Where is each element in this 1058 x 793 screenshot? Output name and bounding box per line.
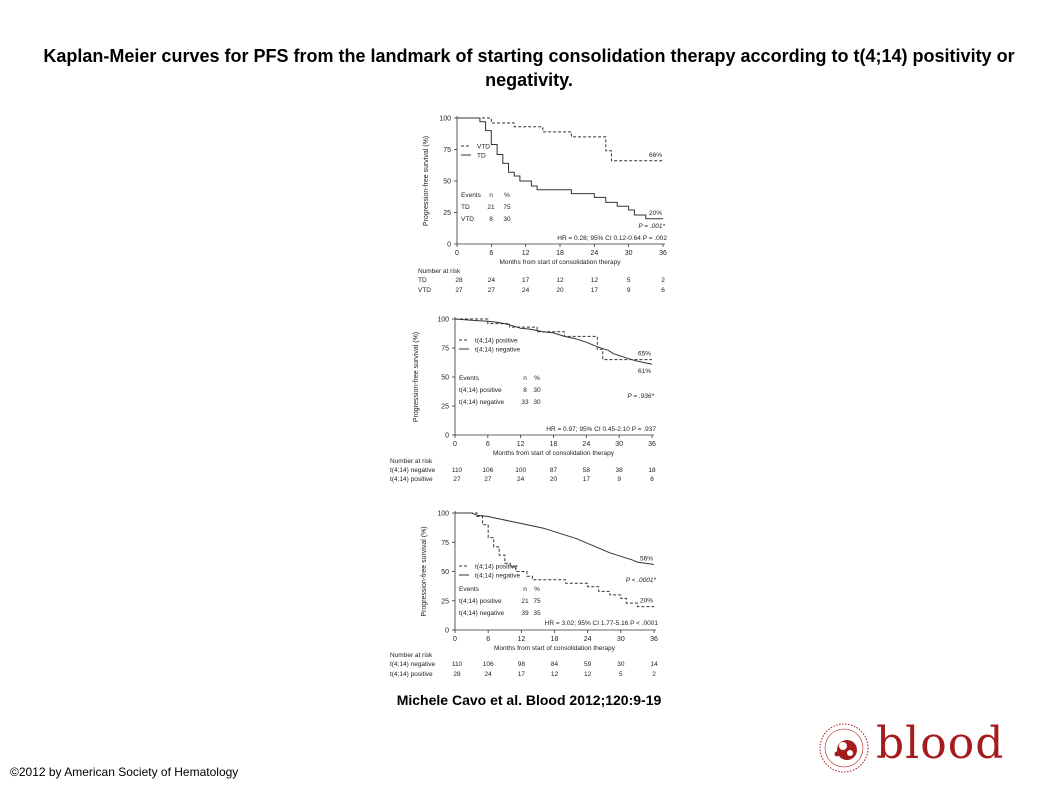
events-header: Events [459, 375, 479, 382]
y-tick-label: 50 [441, 374, 449, 382]
events-header: Events [461, 192, 481, 199]
risk-value: 28 [453, 671, 461, 678]
events-row-label: TD [461, 204, 470, 211]
x-tick-label: 24 [582, 441, 591, 448]
y-tick-label: 0 [445, 432, 449, 440]
logo-wordmark: blood [876, 718, 1005, 769]
y-tick-label: 75 [443, 147, 451, 154]
end-percentage-label: 20% [639, 597, 653, 605]
risk-value: 17 [590, 287, 598, 294]
events-row-pct: 30 [533, 387, 541, 394]
x-tick-label: 12 [517, 636, 526, 643]
risk-row-label: t(4;14) positive [390, 671, 433, 678]
x-tick-label: 12 [521, 250, 530, 257]
risk-value: 28 [455, 277, 463, 284]
risk-value: 12 [590, 277, 598, 284]
risk-value: 38 [615, 467, 623, 474]
p-value-annotation: P = .936* [627, 393, 654, 400]
risk-row-label: t(4;14) negative [390, 661, 436, 668]
events-row-n: 33 [521, 399, 529, 406]
events-row-n: 21 [487, 204, 495, 211]
events-row-pct: 30 [503, 216, 511, 223]
ash-seal-icon [820, 724, 868, 772]
x-tick-label: 30 [624, 250, 633, 257]
km-curve-dashed [455, 513, 654, 607]
events-header: % [534, 586, 540, 593]
risk-table-title: Number at risk [390, 458, 433, 465]
km-curve-solid [455, 513, 654, 565]
x-tick-label: 0 [453, 441, 457, 448]
citation: Michele Cavo et al. Blood 2012;120:9-19 [396, 692, 662, 708]
risk-value: 24 [517, 476, 525, 483]
x-tick-label: 30 [616, 636, 625, 643]
risk-value: 30 [617, 661, 625, 668]
hr-annotation: HR = 3.02; 95% CI 1.77-5.16 P < .0001 [544, 620, 658, 627]
end-percentage-label: 20% [648, 209, 662, 217]
risk-row-label: t(4;14) positive [390, 476, 433, 483]
y-tick-label: 25 [441, 403, 449, 411]
end-percentage-label: 66% [648, 151, 662, 159]
risk-value: 27 [455, 287, 463, 294]
risk-value: 6 [661, 287, 665, 294]
risk-value: 20 [556, 287, 564, 294]
risk-value: 17 [517, 671, 525, 678]
risk-value: 12 [556, 277, 564, 284]
risk-value: 106 [482, 467, 494, 474]
risk-value: 5 [619, 671, 623, 678]
p-value-annotation: P = .001* [638, 223, 665, 230]
x-tick-label: 12 [516, 441, 525, 448]
x-tick-label: 18 [549, 441, 558, 448]
x-tick-label: 24 [583, 636, 592, 643]
risk-value: 20 [549, 476, 558, 483]
events-header: Events [459, 586, 479, 593]
y-axis-label: Progression-free survival (%) [413, 331, 420, 423]
hr-annotation: HR = 0.97; 95% CI 0.45-2.10 P = .937 [546, 426, 656, 433]
events-row-label: t(4;14) negative [459, 399, 505, 406]
risk-value: 2 [661, 277, 665, 284]
events-header: n [523, 586, 527, 593]
x-axis-label: Months from start of consolidation therapy [493, 645, 616, 652]
y-tick-label: 50 [443, 178, 451, 186]
events-row-n: 8 [523, 387, 527, 394]
events-row-n: 21 [521, 598, 529, 605]
y-tick-label: 0 [445, 627, 449, 635]
y-tick-label: 25 [443, 210, 451, 217]
risk-value: 17 [582, 476, 590, 483]
risk-value: 2 [652, 671, 656, 678]
y-tick-label: 50 [441, 569, 449, 576]
y-tick-label: 75 [441, 539, 449, 547]
risk-value: 100 [515, 467, 527, 474]
legend-label: t(4;14) positive [475, 337, 518, 345]
x-tick-label: 0 [453, 636, 457, 643]
events-header: % [504, 192, 510, 199]
x-axis-label: Months from start of consolidation therapy [499, 259, 621, 266]
y-tick-label: 100 [439, 115, 451, 123]
x-tick-label: 6 [486, 636, 491, 643]
events-row-pct: 75 [503, 204, 511, 211]
events-row-pct: 30 [533, 399, 541, 406]
risk-row-label: VTD [418, 287, 431, 294]
risk-value: 24 [484, 671, 492, 678]
events-header: n [489, 192, 493, 199]
legend-label: t(4;14) negative [475, 572, 521, 580]
risk-value: 27 [487, 287, 495, 294]
events-row-label: t(4;14) positive [459, 387, 502, 394]
risk-value: 58 [582, 467, 590, 474]
y-axis-label: Progression-free survival (%) [423, 135, 430, 227]
risk-value: 87 [549, 467, 558, 474]
events-row-n: 39 [521, 610, 529, 617]
x-tick-label: 6 [489, 250, 494, 257]
risk-value: 110 [451, 467, 463, 474]
copyright: ©2012 by American Society of Hematology [10, 765, 239, 779]
risk-value: 24 [522, 287, 530, 294]
end-percentage-label: 65% [637, 350, 651, 358]
slide-title: Kaplan-Meier curves for PFS from the landmark of starting consolidation therapy according to t(4;14) positivity or negativity. [43, 46, 1015, 90]
risk-value: 27 [453, 476, 461, 483]
events-row-n: 8 [489, 216, 493, 223]
events-row-pct: 35 [533, 610, 541, 617]
risk-value: 84 [550, 661, 559, 668]
x-tick-label: 24 [590, 250, 599, 257]
risk-value: 59 [584, 661, 592, 668]
p-value-annotation: P < .0001* [625, 577, 656, 584]
risk-row-label: TD [418, 277, 427, 284]
y-tick-label: 75 [441, 345, 449, 353]
risk-value: 14 [650, 661, 658, 668]
risk-value: 17 [522, 277, 530, 284]
risk-value: 9 [617, 476, 621, 483]
events-row-pct: 75 [533, 598, 541, 605]
risk-value: 12 [584, 671, 592, 678]
risk-value: 12 [550, 671, 559, 678]
x-tick-label: 36 [650, 636, 658, 643]
x-tick-label: 18 [550, 636, 559, 643]
y-tick-label: 100 [437, 316, 449, 324]
events-row-label: VTD [461, 216, 474, 223]
risk-value: 27 [484, 476, 492, 483]
legend-label: t(4;14) positive [475, 563, 518, 571]
y-axis-label: Progression-free survival (%) [421, 526, 428, 617]
end-percentage-label: 56% [639, 555, 653, 563]
y-tick-label: 25 [441, 598, 449, 606]
hr-annotation: HR = 0.28; 95% CI 0.12-0.64 P = .002 [557, 235, 667, 242]
risk-value: 98 [517, 661, 525, 668]
legend-label: TD [477, 152, 486, 160]
events-header: % [534, 375, 540, 382]
legend-label: VTD [477, 143, 490, 151]
legend-label: t(4;14) negative [475, 346, 521, 354]
x-tick-label: 30 [615, 441, 624, 448]
y-tick-label: 0 [447, 241, 451, 249]
risk-value: 24 [487, 277, 495, 284]
risk-table-title: Number at risk [390, 652, 433, 659]
x-tick-label: 36 [659, 250, 667, 257]
risk-value: 6 [650, 476, 654, 483]
y-tick-label: 100 [437, 510, 449, 518]
events-row-label: t(4;14) negative [459, 610, 505, 617]
events-row-label: t(4;14) positive [459, 598, 502, 605]
risk-value: 9 [626, 287, 631, 294]
x-tick-label: 6 [485, 441, 490, 448]
x-tick-label: 18 [556, 250, 564, 257]
x-tick-label: 36 [648, 441, 656, 448]
x-tick-label: 0 [455, 250, 459, 257]
end-percentage-label: 61% [637, 368, 651, 376]
risk-value: 110 [451, 661, 463, 668]
risk-value: 5 [626, 277, 631, 284]
x-axis-label: Months from start of consolidation therapy [492, 450, 615, 457]
risk-table-title: Number at risk [418, 268, 461, 275]
risk-value: 106 [482, 661, 494, 668]
risk-value: 18 [648, 467, 656, 474]
events-header: n [523, 375, 527, 382]
risk-row-label: t(4;14) negative [390, 467, 436, 474]
